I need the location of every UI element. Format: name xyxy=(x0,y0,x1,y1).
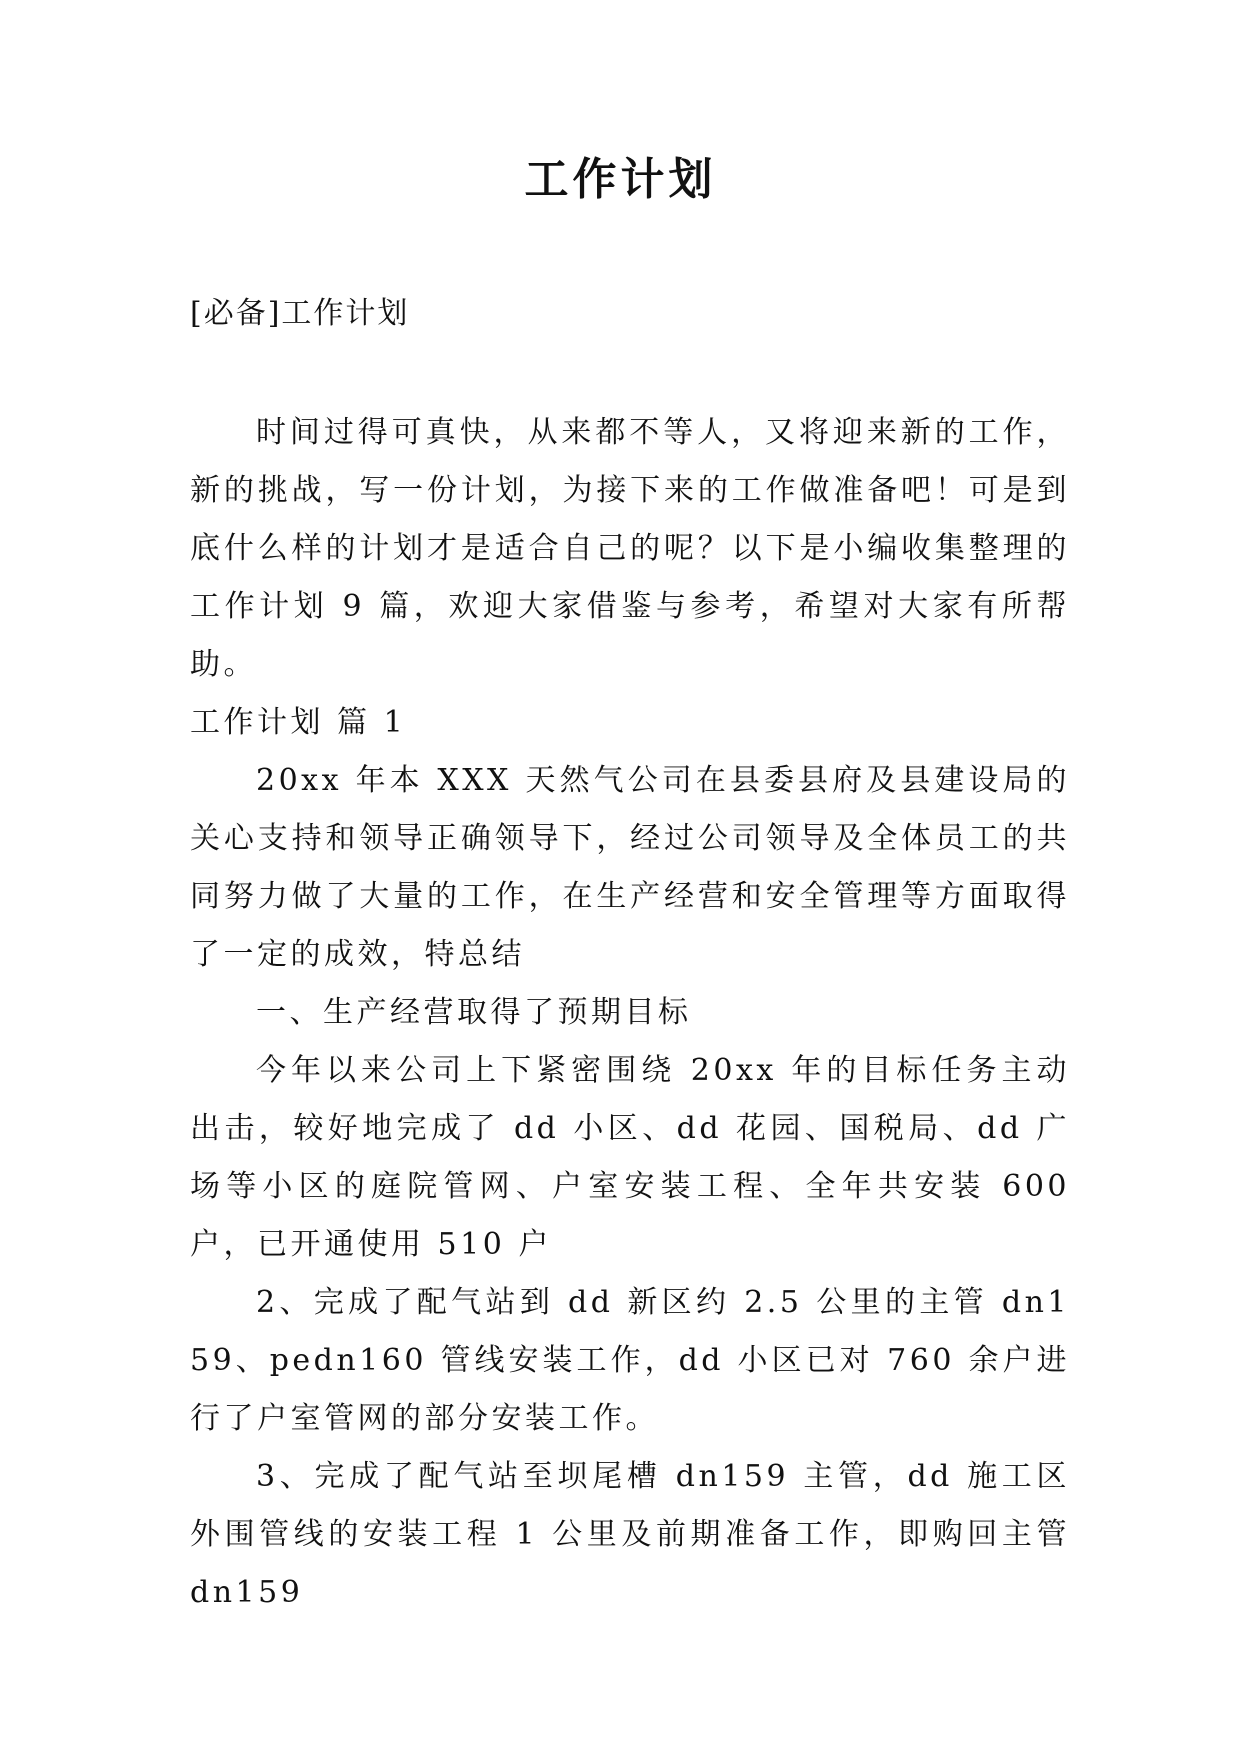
document-subtitle: [必备]工作计划 xyxy=(190,296,410,331)
intro-paragraph: 时间过得可真快，从来都不等人，又将迎来新的工作，新的挑战，写一份计划，为接下来的工作做准备吧！可是到底什么样的计划才是适合自己的呢？以下是小编收集整理的工作计划 9 篇，欢迎大家借鉴与参考，希望对大家有所帮助。 xyxy=(190,415,1070,682)
body-paragraph: 3、完成了配气站至坝尾槽 dn159 主管，dd 施工区外围管线的安装工程 1 公里及前期准备工作，即购回主管 dn159 xyxy=(190,1459,1070,1610)
body-paragraph: 2、完成了配气站到 dd 新区约 2.5 公里的主管 dn159、pedn160 管线安装工作，dd 小区已对 760 余户进行了户室管网的部分安装工作。 xyxy=(190,1285,1070,1436)
section-heading: 工作计划 篇 1 xyxy=(190,705,407,740)
document-title: 工作计划 xyxy=(524,154,717,205)
document-body xyxy=(190,404,1070,1622)
subsection-heading: 一、生产经营取得了预期目标 xyxy=(256,995,692,1030)
body-paragraph: 20xx 年本 XXX 天然气公司在县委县府及县建设局的关心支持和领导正确领导下，经过公司领导及全体员工的共同努力做了大量的工作，在生产经营和安全管理等方面取得了一定的成效，特总结 xyxy=(190,763,1070,972)
body-paragraph: 今年以来公司上下紧密围绕 20xx 年的目标任务主动出击，较好地完成了 dd 小区、dd 花园、国税局、dd 广场等小区的庭院管网、户室安装工程、全年共安装 600 户，已开通使用 510 户 xyxy=(190,1053,1070,1262)
